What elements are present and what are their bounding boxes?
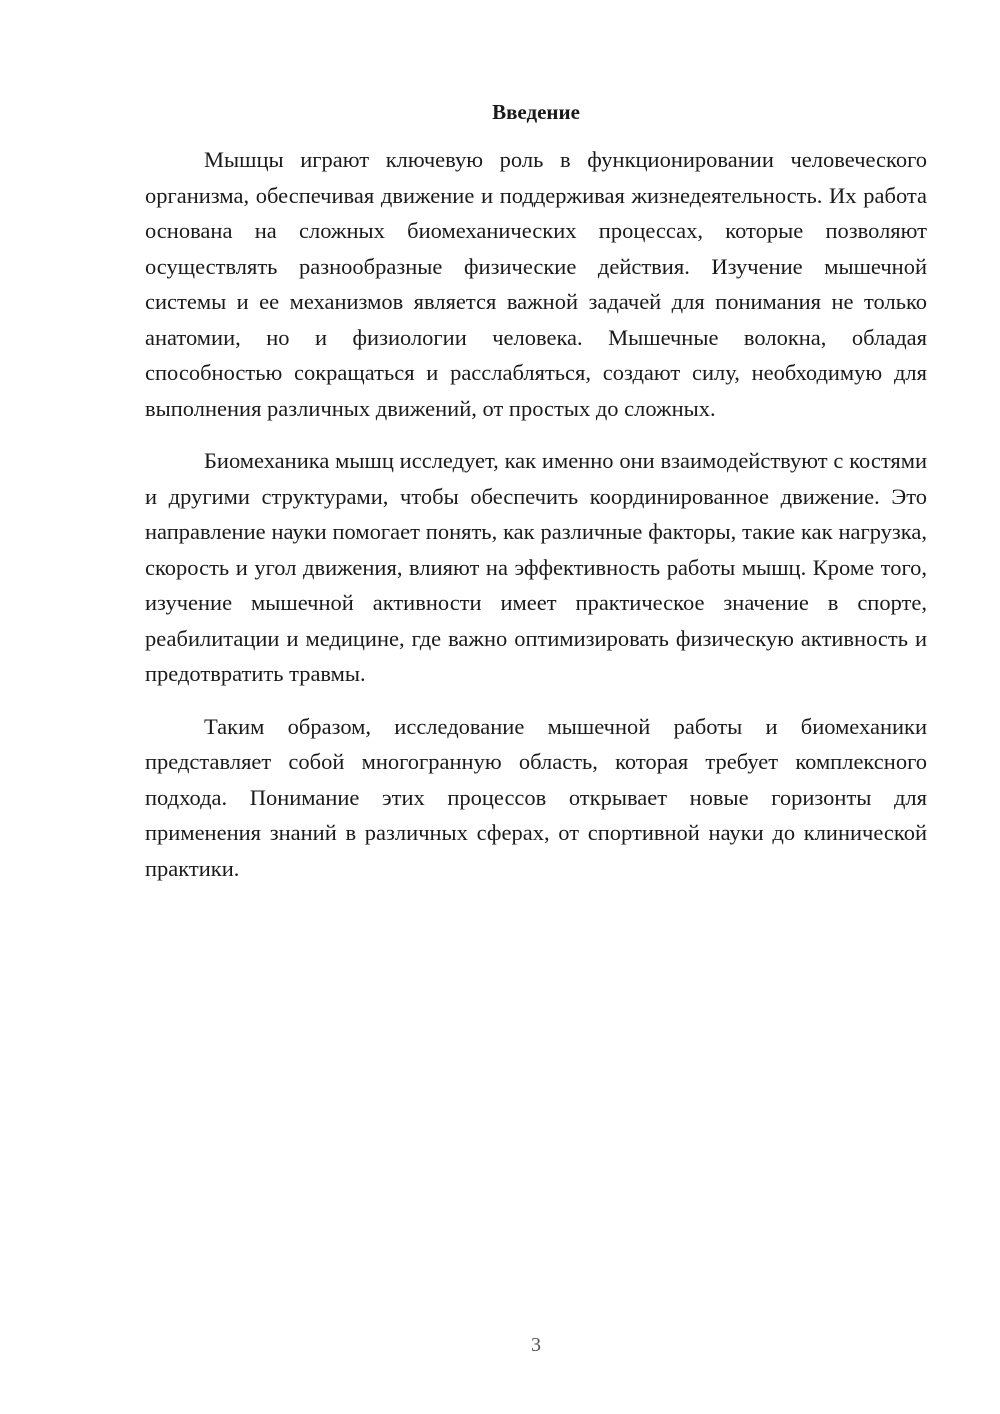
- page-number: 3: [531, 1334, 541, 1356]
- paragraph-3: Таким образом, исследование мышечной работы и биомеханики представляет собой многогранную область, которая требует комплексного подхода. Понимание этих процессов открывает новые горизонты для применения знаний в различных сферах, от спортивной науки до клинической практики.: [145, 713, 927, 881]
- paragraph-2: Биомеханика мышц исследует, как именно они взаимодействуют с костями и другими структурами, чтобы обеспечить координированное движение. Это направление науки помогает понять, как различные факторы, такие как нагрузка, скорость и угол движения, влияют на эффективность работы мышц. Кроме того, изучение мышечной активности имеет практическое значение в спорте, реабилитации и медицине, где важно оптимизировать физическую активность и предотвратить травмы.: [145, 448, 927, 686]
- body-text: [145, 142, 927, 886]
- paragraph-1: Мышцы играют ключевую роль в функционировании человеческого организма, обеспечивая движение и поддерживая жизнедеятельность. Их работа основана на сложных биомеханических процессах, которые позволяют осуществлять разнообразные физические действия. Изучение мышечной системы и ее механизмов является важной задачей для понимания не только анатомии, но и физиологии человека. Мышечные волокна, обладая способностью сокращаться и расслабляться, создают силу, необходимую для выполнения различных движений, от простых до сложных.: [145, 147, 927, 421]
- section-title: Введение: [492, 100, 580, 124]
